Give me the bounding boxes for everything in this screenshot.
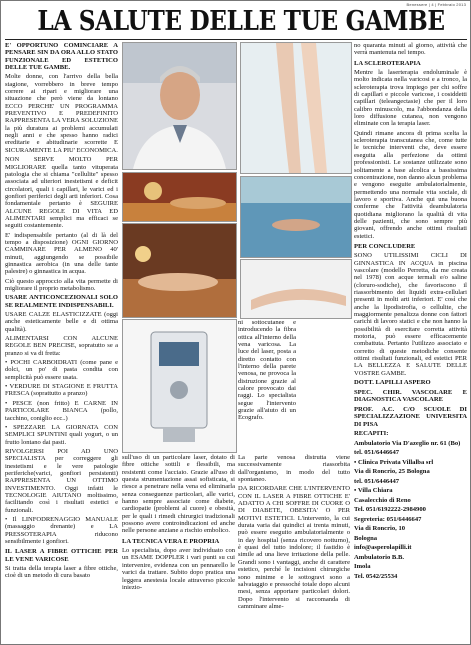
text: • PESCE (non fritto) E CARNE IN PARTICOLARE BIANCA (pollo, tacchino, coniglio ecc..): [5, 399, 118, 422]
page-title: LA SALUTE DELLE TUE GAMBE: [37, 6, 445, 37]
header-strip: Benessere | 4 | Febbraio 2013: [406, 2, 466, 7]
text: Lo specialista, dopo aver individuato con un ESAME DOPPLER i vari punti su cui intervenire, evidenza con un pennarello le varici da trattare. Subito dopo pratica una leggera anestesia locale attraverso piccole iniezio-: [122, 547, 235, 591]
text: no quaranta minuti al giorno, attività che verrà mantenuta nel tempo.: [354, 42, 467, 57]
text: E' indispensabile pertanto (al di là del tempo a disposizione) OGNI GIORNO CAMMINARE PER ALMENO 40' minuti, aggiungendo se possibile ginnastica aerobica (in una delle tante palestre) o ginnastica in acqua.: [5, 231, 118, 276]
leg-treatment-photo: [240, 259, 352, 319]
text: RIVOLGERSI POI AD UNO SPECIALISTA per correggere gli inestetismi e le vere patologie periferiche(varici, gonfiori persistenti) RAPPRESENTA UN OTTIMO INVESTIMENTO. Oggi infatti le TECNOLOGIE AIUTANO moltissimo, facilitando così i risultati estetici e funzionali.: [5, 447, 118, 514]
text: DA RICORDARE CHE L'INTERVENTO CON IL LASER A FIBRE OTTICHE E' ADATTO A CHI SOFFRE DI CUORE O DI DIABETE, OBESITA' O PER MOTIVI ESTETICI. L'intervento, la cui durata varia dai quindici ai trenta minuti, può essere eseguito ambulatorialmente o in day hospital (senza ricovero notturno), è quasi del tutto indolore; il fastidio è simile ad una lieve irritazione della pelle. Grandi sono i vantaggi, anche di carattere estetico, perché le incisioni chirurgiche sono minime e le sottogravi sono a salvataggio e pressoché totale dopo alcuni mesi, senza apportare particolari dolori. Dopo l'intervento si raccomanda di camminare alme-: [238, 485, 350, 610]
column-1: [5, 42, 118, 642]
text: • Il LINFODRENAGGIO MANUALE (massaggio drenante) e LA PRESSOTERAPIA riducono sensibilmente i gonfiori.: [5, 515, 118, 545]
phone: Tel. 051/6192222-2984900: [354, 506, 426, 514]
address: Casalecchio di Reno: [354, 496, 411, 504]
text: ALIMENTARSI CON ALCUNE REGOLE BEN PRECISE, sopratutto se a pranzo si va di fretta:: [5, 335, 118, 357]
address: Imola: [354, 563, 371, 571]
section-heading: IL LASER A FIBRE OTTICHE PER LE VENE VARICOSE: [5, 548, 118, 563]
address: Bologna: [354, 534, 378, 542]
email: info@asperolapilli.it: [354, 544, 412, 552]
signature-name: DOTT. LAPILLI ASPERO: [354, 379, 431, 387]
address: Ambulatorio B.B.: [354, 553, 405, 561]
contacts-heading: RECAPITI:: [354, 430, 389, 438]
address: Via di Roncrio, 10: [354, 525, 406, 533]
text: USARE ANTICONCEZIONALI SOLO SE REALMENTE INDISPENSABILI.: [5, 294, 118, 309]
legs-photo: [240, 42, 352, 174]
text: SONO UTILISSIMI CICLI DI GINNASTICA IN ACQUA in piscina vascolare (modello Perretta, da me creata nel 1978) con acque termali e/o saline (cloruro-sodiche), che favoriscono il riassorbimento dei liquidi extra-cellulari presenti in molti arti inferiori. E' così che anche la lipodistrofia, o cellulite, che maggiormente penalizza donne con fattori carichi di lavoro statici e che non hanno la possibilità di esercitare corretta attività motoria, può essere efficacemente combattuta. Pertanto l'utilizzo associato e corretto di queste metodiche consente ottimi risultati funzionali, ed estetici PER LA BELLEZZA E SALUTE DELLE VOSTRE GAMBE.: [354, 252, 467, 377]
phone: Segreteria: 051/6446647: [354, 515, 422, 523]
column-2b: [238, 454, 350, 642]
signature-block: [354, 379, 467, 580]
text: Mentre la laserterapia endoluminale è molto indicata nella varicosi e a tronco, la scleroterapia trova impiego per chi soffre di capillari e piccole varicose, i cosiddetti capillari (teleangectasie) che per il loro calibro minuscolo, ma l'abbondanza della loro diffusione cutanea, non vengono eliminate con la terapia laser.: [354, 69, 467, 128]
section-heading: LA SCLEROTERAPIA: [354, 59, 421, 67]
column-3: [354, 42, 467, 642]
address: • Villa Chiara: [354, 487, 393, 495]
column-2: [122, 454, 235, 642]
text: • POCHI CARBOIDRATI (come pane e dolci, un po' di pasta condita con semplicità può essere usata.: [5, 359, 118, 381]
text: Quindi rimane ancora di prima scelta la scleroterapia transcutanea che, come tutte le tecniche interventi che, deve essere eseguita alla perfezione da ottimi professionisti. Le sostanze utilizzate sono solitamente a base alcolica a bassissima concentrazione, non danno alcun problema e vengono eseguite ambulatorialmente, permettendo una normale vita sociale, di lavoro e sportiva. Anche qui una buona conferme che l'attività deambulatoria quotidiana migliorano la qualità di vita delle pazienti, che sono sempre più giovani, offrendo anche ottimi risultati estetici.: [354, 129, 467, 240]
signature-title: SPEC. CHIR. VASCOLARE E DIAGNOSTICA VASCOLARE: [354, 388, 467, 404]
text: • SPEZZARE LA GIORNATA CON SEMPLICI SPUNTINI quali yogurt, o un frutto lontano dai pasti.: [5, 423, 118, 446]
text: Ciò questo approccio alla vita permette di migliorare il proprio metabolismo.: [5, 277, 118, 292]
text: E' OPPORTUNO COMINCIARE A PENSARE SIN DA ORA ALLO STATO FUNZIONALE ED ESTETICO DELLE TUE GAMBE.: [5, 42, 118, 72]
address: Via di Roncrio, 25 Bologna: [354, 468, 430, 476]
text: La parte venosa distrutta viene successivamente riassorbita dall'organismo, in modo del tutto spontaneo.: [238, 454, 350, 484]
text: USARE CALZE ELASTICIZZATE (oggi anche esteticamente belle e di ottima qualità).: [5, 311, 118, 333]
divider: [5, 39, 467, 40]
text: Molte donne, con l'arrivo della bella stagione, vorrebbero in breve tempo correre ai ripari e migliorare una situazione che però viene da lontano ECCO PERCHE' UN PROGRAMMA PREVENTIVO E PREDEFINITO RAPPRESENTA LA VERA SOLUZIONE la più duratura ai problemi accumulati negli anni e che spesso hanno radici ereditarie e abitudinarie scorrette E SICURAMENTE LA PIU' ECONOMICA.: [5, 73, 118, 154]
section-heading: LA TECNICA VERA E PROPRIA: [122, 537, 220, 545]
massage-photo: [122, 223, 237, 318]
phone: tel. 051/6446447: [354, 477, 400, 485]
address: Ambulatorio Via D'azeglio nr. 61 (Bo): [354, 439, 461, 447]
text: NON SERVE MOLTO PER MIGLIORARE quella tanto vituperata patologia che si chiama "cellulite" spesso associata ad ulteriori inestetismi e deficit circolatori, quali i capillari, le varici ed i gonfiori periferici degli arti inferiori. Cosa fondamentale pertanto è SEGUIRE ALCUNE REGOLE DI VITA ED ALIMENTARI semplici ma efficaci se seguiti costantemente.: [5, 156, 118, 230]
spa-photo: [122, 172, 237, 222]
doctor-portrait-photo: [122, 42, 237, 170]
caption-side-text: [238, 319, 296, 451]
text: • VERDURE DI STAGIONE E FRUTTA FRESCA (soprattutto a pranzo): [5, 383, 118, 398]
text: Si tratta della terapia laser a fibre ottiche, cioè di un metodo di cura basato: [5, 565, 118, 580]
address: • Clinica Privata Villalba srl: [354, 458, 434, 466]
swimming-pool-photo: [240, 176, 352, 258]
signature-affiliation: PROF. A.C. C/O SCUOLE DI SPECIALIZZAZIONE UNIVERSITA DI PISA: [354, 405, 467, 428]
section-heading: PER CONCLUDERE: [354, 242, 416, 250]
text: sull'uso di un particolare laser, dotato di fibre ottiche sottili e flessibili, ma resistenti come l'acciaio. Grazie all'uso di questa strumentazione assai sofisticata, si riesce a penetrare nella vena ed eliminarla senza conseguenze particolari, alle varici, hanno sempre associate come diabete, cardiopatie (problemi al cuore) e obesità, per le quali i rimedi chirurgici tradizionali possono avere controindicazioni ed anche nelle persone anziane a rischio embolico.: [122, 454, 235, 535]
laser-device-photo: [122, 319, 237, 453]
phone: tel. 051/6446647: [354, 449, 400, 457]
text: ni sottocutanee e introducendo la fibra ottica all'interno della vena varicosa. La luce del laser, posta a diretto contatto con l'interno della parete venosa, ne provoca la distruzione grazie al calore provocato dai raggi. Lo specialista segue l'intervento grazie all'aiuto di un Ecografo.: [238, 319, 296, 422]
phone: Tel. 0542/25534: [354, 572, 398, 580]
